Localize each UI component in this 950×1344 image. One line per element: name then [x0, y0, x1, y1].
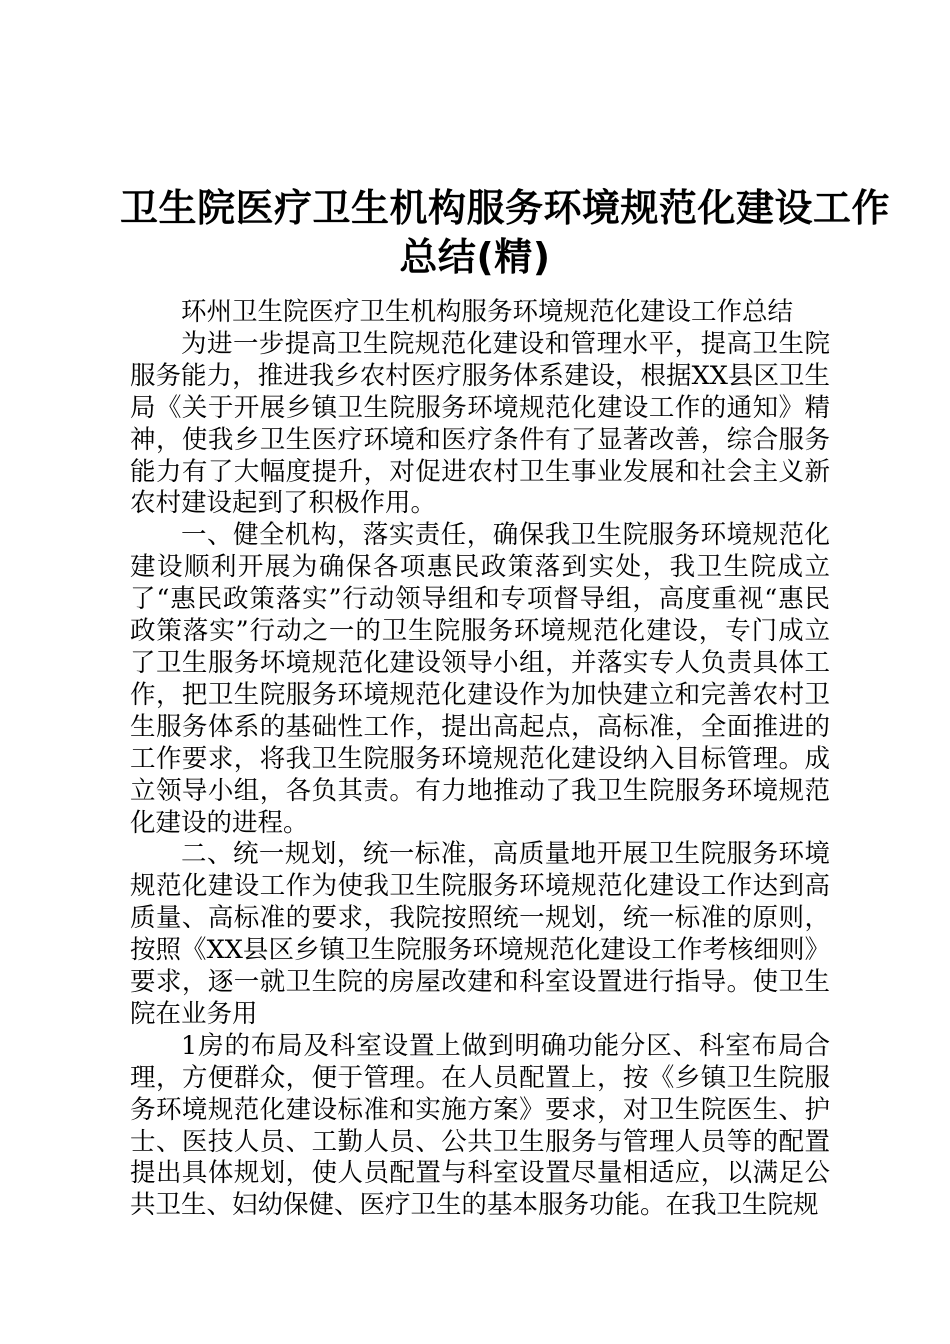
- paragraph-intro: 为进一步提高卫生院规范化建设和管理水平，提高卫生院服务能力，推进我乡农村医疗服务体系建设，根据XX县区卫生局《关于开展乡镇卫生院服务环境规范化建设工作的通知》精神，使我乡卫生医疗环境和医疗条件有了显著改善，综合服务能力有了大幅度提升，对促进农村卫生事业发展和社会主义新农村建设起到了积极作用。: [130, 328, 830, 519]
- document-title-line-2: 总结(精): [399, 235, 551, 279]
- document-title-line-1: 卫生院医疗卫生机构服务环境规范化建设工作: [120, 186, 891, 230]
- document-subtitle: 环州卫生院医疗卫生机构服务环境规范化建设工作总结: [181, 297, 794, 327]
- paragraph-continuation: 1房的布局及科室设置上做到明确功能分区、科室布局合理，方便群众，便于管理。在人员配置上，按《乡镇卫生院服务环境规范化建设标准和实施方案》要求，对卫生院医生、护士、医技人员、工勤人员、公共卫生服务与管理人员等的配置提出具体规划，使人员配置与科室设置尽量相适应，以满足公共卫生、妇幼保健、医疗卫生的基本服务功能。在我卫生院规: [130, 1030, 830, 1221]
- document-body: [130, 297, 830, 1222]
- paragraph-section-2: 二、统一规划，统一标准，高质量地开展卫生院服务环境规范化建设工作为使我卫生院服务环境规范化建设工作达到高质量、高标准的要求，我院按照统一规划，统一标准的原则，按照《XX县区乡镇卫生院服务环境规范化建设工作考核细则》要求，逐一就卫生院的房屋改建和科室设置进行指导。使卫生院在业务用: [130, 839, 830, 1029]
- paragraph-section-1: 一、健全机构，落实责任，确保我卫生院服务环境规范化建设顺利开展为确保各项惠民政策落到实处，我卫生院成立了“惠民政策落实”行动领导组和专项督导组，高度重视“惠民政策落实”行动之一的卫生院服务环境规范化建设，专门成立了卫生服务坏境规范化建设领导小组，并落实专人负责具体工作，把卫生院服务环境规范化建设作为加快建立和完善农村卫生服务体系的基础性工作，提出高起点，高标准，全面推进的工作要求，将我卫生院服务环境规范化建设纳入目标管理。成立领导小组，各负其责。有力地推动了我卫生院服务环境规范化建设的进程。: [130, 520, 830, 838]
